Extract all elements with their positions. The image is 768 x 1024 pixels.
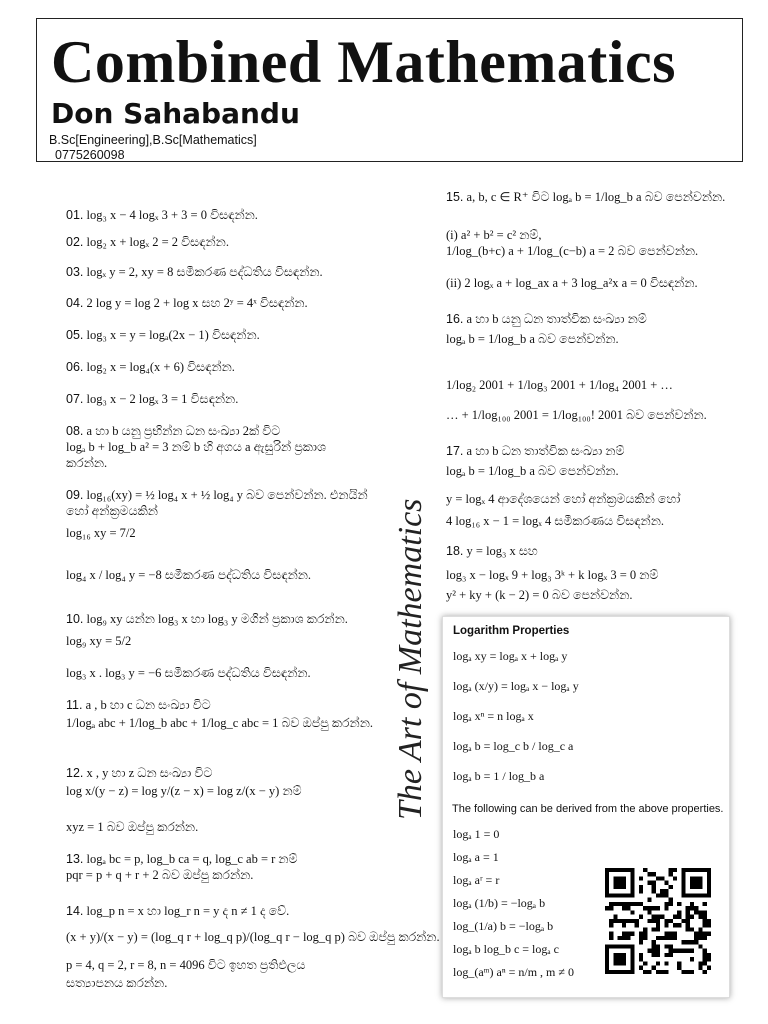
- property-formula: logₐ xy = logₐ x + logₐ y: [453, 649, 568, 663]
- question-line: [66, 360, 235, 375]
- question-text: log₁₆ xy = 7/2: [66, 526, 136, 540]
- header-box: [36, 18, 743, 162]
- property-formula: logₐ (1/b) = −logₐ b: [453, 896, 546, 910]
- question-line: [66, 698, 211, 713]
- properties-heading: Logarithm Properties: [453, 625, 570, 637]
- question-text: logₐ bc = p, log_b ca = q, log_c ab = r නම්: [83, 852, 298, 866]
- question-text: log₂ x + logₓ 2 = 2 විසඳන්න.: [83, 235, 229, 249]
- question-text: logₐ b = 1/log_b a බව පෙන්වන්න.: [446, 332, 619, 346]
- question-line: [66, 612, 348, 627]
- question-text: log₃ x − 4 logₓ 3 + 3 = 0 විසඳන්න.: [83, 208, 258, 222]
- question-text: logₐ b = 1/log_b a බව පෙන්වන්න.: [446, 464, 619, 478]
- question-number: 18.: [446, 544, 464, 558]
- question-text: log₂ x = log₄(x + 6) විසඳන්න.: [83, 360, 235, 374]
- question-number: 16.: [446, 312, 464, 326]
- question-line: [446, 514, 664, 529]
- question-line: [66, 504, 158, 519]
- question-line: [446, 276, 698, 291]
- question-number: 06.: [66, 360, 84, 374]
- question-text: x , y හා z ධන සංඛ්‍යා විට: [83, 766, 213, 780]
- question-text: log₁₆(xy) = ½ log₄ x + ½ log₄ y බව පෙන්වන්න. එනයින්: [83, 488, 368, 502]
- property-formula: logₐ xⁿ = n logₐ x: [453, 709, 534, 723]
- question-text: … + 1/log₁₀₀ 2001 = 1/log₁₀₀! 2001 බව පෙන්වන්න.: [446, 408, 707, 422]
- question-line: [446, 244, 698, 259]
- page-title: Combined Mathematics: [51, 29, 676, 95]
- question-line: [66, 265, 323, 280]
- question-line: [66, 852, 298, 867]
- question-text: 1/logₐ abc + 1/log_b abc + 1/log_c abc = 1 බව ඔප්පු කරන්න.: [66, 716, 373, 730]
- question-text: 2 log y = log 2 + log x සහ 2ʸ = 4ˣ විසඳන්න.: [83, 296, 308, 310]
- question-line: [446, 444, 625, 459]
- phone-number: 0775260098: [55, 148, 125, 162]
- question-text: log x/(y − z) = log y/(z − x) = log z/(x − y) නම්: [66, 784, 302, 798]
- question-text: log₃ x − 2 logₓ 3 = 1 විසඳන්න.: [83, 392, 239, 406]
- question-text: 1/log_(b+c) a + 1/log_(c−b) a = 2 බව පෙන්වන්න.: [446, 244, 699, 258]
- property-formula: logₐ 1 = 0: [453, 827, 500, 841]
- question-line: [446, 190, 725, 205]
- author-name: Don Sahabandu: [51, 97, 300, 130]
- question-line: [446, 568, 658, 583]
- question-line: [66, 488, 368, 503]
- question-line: [66, 820, 198, 835]
- property-formula: log_(aᵐ) aⁿ = n/m , m ≠ 0: [453, 965, 574, 979]
- question-text: කරන්න.: [66, 456, 108, 470]
- question-line: [446, 228, 542, 243]
- question-text: logₓ y = 2, xy = 8 සමීකරණ පද්ධතිය විසඳන්න.: [83, 265, 323, 279]
- question-text: a, b, c ∈ R⁺ විට logₐ b = 1/log_b a බව පෙන්වන්න.: [463, 190, 726, 204]
- question-text: a හා b යනු ධන තාත්වික සංඛ්‍යා නම්: [463, 312, 647, 326]
- question-line: [66, 424, 280, 439]
- question-line: [66, 296, 308, 311]
- question-text: 4 log₁₆ x − 1 = logₓ 4 සමීකරණය විසඳන්න.: [446, 514, 664, 528]
- question-number: 10.: [66, 612, 84, 626]
- question-text: (x + y)/(x − y) = (log_q r + log_q p)/(log_q r − log_q p) බව ඔප්පු කරන්න.: [66, 930, 440, 944]
- question-text: log₉ xy යන්න log₃ x හා log₃ y මගින් ප්‍රකාශ කරන්න.: [83, 612, 348, 626]
- watermark: The Art of Mathematics: [392, 498, 429, 820]
- question-text: y² + ky + (k − 2) = 0 බව පෙන්වන්න.: [446, 588, 633, 602]
- property-formula: logₐ b log_b c = logₐ c: [453, 942, 559, 956]
- question-text: log₃ x . log₃ y = −6 සමීකරණ පද්ධතිය විසඳන්න.: [66, 666, 311, 680]
- question-line: [66, 930, 440, 945]
- property-formula: logₐ a = 1: [453, 850, 499, 864]
- question-number: 01.: [66, 208, 84, 222]
- question-text: log₉ xy = 5/2: [66, 634, 132, 648]
- question-line: [446, 464, 619, 479]
- question-line: [66, 440, 326, 455]
- question-number: 09.: [66, 488, 84, 502]
- question-text: logₐ b + log_b a² = 3 නම් b හි අගය a ඇසුරින් ප්‍රකාශ: [66, 440, 326, 454]
- question-text: pqr = p + q + r + 2 බව ඔප්පු කරන්න.: [66, 868, 254, 882]
- question-line: [66, 766, 212, 781]
- question-line: [66, 784, 302, 799]
- question-line: [446, 332, 619, 347]
- question-number: 17.: [446, 444, 464, 458]
- question-text: log₃ x − logₓ 9 + log₃ 3ᵏ + k logₓ 3 = 0 නම්: [446, 568, 659, 582]
- question-number: 05.: [66, 328, 84, 342]
- question-line: [66, 568, 311, 583]
- question-number: 15.: [446, 190, 464, 204]
- question-number: 07.: [66, 392, 84, 406]
- question-text: සත්‍යාපනය කරන්න.: [66, 976, 168, 990]
- question-line: [66, 208, 258, 223]
- question-text: y = logₓ 4 ආදේශයෙන් හෝ අන්ක්‍රමයකින් හෝ: [446, 492, 681, 506]
- question-text: a හා b යනු ප්‍රභින්න ධන සංඛ්‍යා 2ක් විට: [83, 424, 281, 438]
- question-text: (ii) 2 logₓ a + log_ax a + 3 log_a²x a = 0 විසඳන්න.: [446, 276, 698, 290]
- question-text: හෝ අන්ක්‍රමයකින්: [66, 504, 158, 518]
- question-text: y = log₃ x සහ: [463, 544, 538, 558]
- question-line: [446, 312, 647, 327]
- property-formula: logₐ b = 1 / log_b a: [453, 769, 545, 783]
- property-formula: logₐ (x/y) = logₐ x − logₐ y: [453, 679, 579, 693]
- question-text: xyz = 1 බව ඔප්පු කරන්න.: [66, 820, 199, 834]
- question-number: 12.: [66, 766, 84, 780]
- question-line: [446, 378, 673, 393]
- question-line: [66, 976, 167, 991]
- property-formula: log_(1/a) b = −logₐ b: [453, 919, 554, 933]
- question-line: [446, 544, 538, 559]
- question-line: [66, 392, 238, 407]
- question-number: 02.: [66, 235, 84, 249]
- question-line: [446, 588, 632, 603]
- question-number: 13.: [66, 852, 84, 866]
- question-number: 14.: [66, 904, 84, 918]
- question-line: [66, 868, 253, 883]
- question-number: 11.: [66, 698, 83, 712]
- question-line: [66, 328, 260, 343]
- properties-note: The following can be derived from the above properties.: [452, 803, 724, 815]
- question-text: log_p n = x හා log_r n = y ද n ≠ 1 ද වේ.: [83, 904, 290, 918]
- question-line: [446, 492, 680, 507]
- property-formula: logₐ b = log_c b / log_c a: [453, 739, 574, 753]
- question-line: [446, 408, 707, 423]
- question-text: a , b හා c ධන සංඛ්‍යා විට: [82, 698, 211, 712]
- question-line: [66, 904, 289, 919]
- question-text: p = 4, q = 2, r = 8, n = 4096 විට ඉහත ප්‍රතිඵලය: [66, 958, 306, 972]
- question-line: [66, 634, 131, 649]
- question-text: log₃ x = y = logₐ(2x − 1) විසඳන්න.: [83, 328, 260, 342]
- question-number: 03.: [66, 265, 84, 279]
- question-text: (i) a² + b² = c² නම්,: [446, 228, 542, 242]
- question-number: 08.: [66, 424, 84, 438]
- question-line: [66, 235, 229, 250]
- question-line: [66, 526, 136, 541]
- question-number: 04.: [66, 296, 84, 310]
- question-line: [66, 716, 373, 731]
- question-text: log₄ x / log₄ y = −8 සමීකරණ පද්ධතිය විසඳන්න.: [66, 568, 312, 582]
- qualifications: B.Sc[Engineering],B.Sc[Mathematics]: [49, 133, 257, 147]
- property-formula: logₐ aʳ = r: [453, 873, 500, 887]
- qr-code: [605, 868, 711, 974]
- question-line: [66, 958, 305, 973]
- question-line: [66, 456, 107, 471]
- question-line: [66, 666, 311, 681]
- question-text: 1/log₂ 2001 + 1/log₃ 2001 + 1/log₄ 2001 + …: [446, 378, 673, 392]
- question-text: a හා b ධන තාත්වික සංඛ්‍යා නම්: [463, 444, 625, 458]
